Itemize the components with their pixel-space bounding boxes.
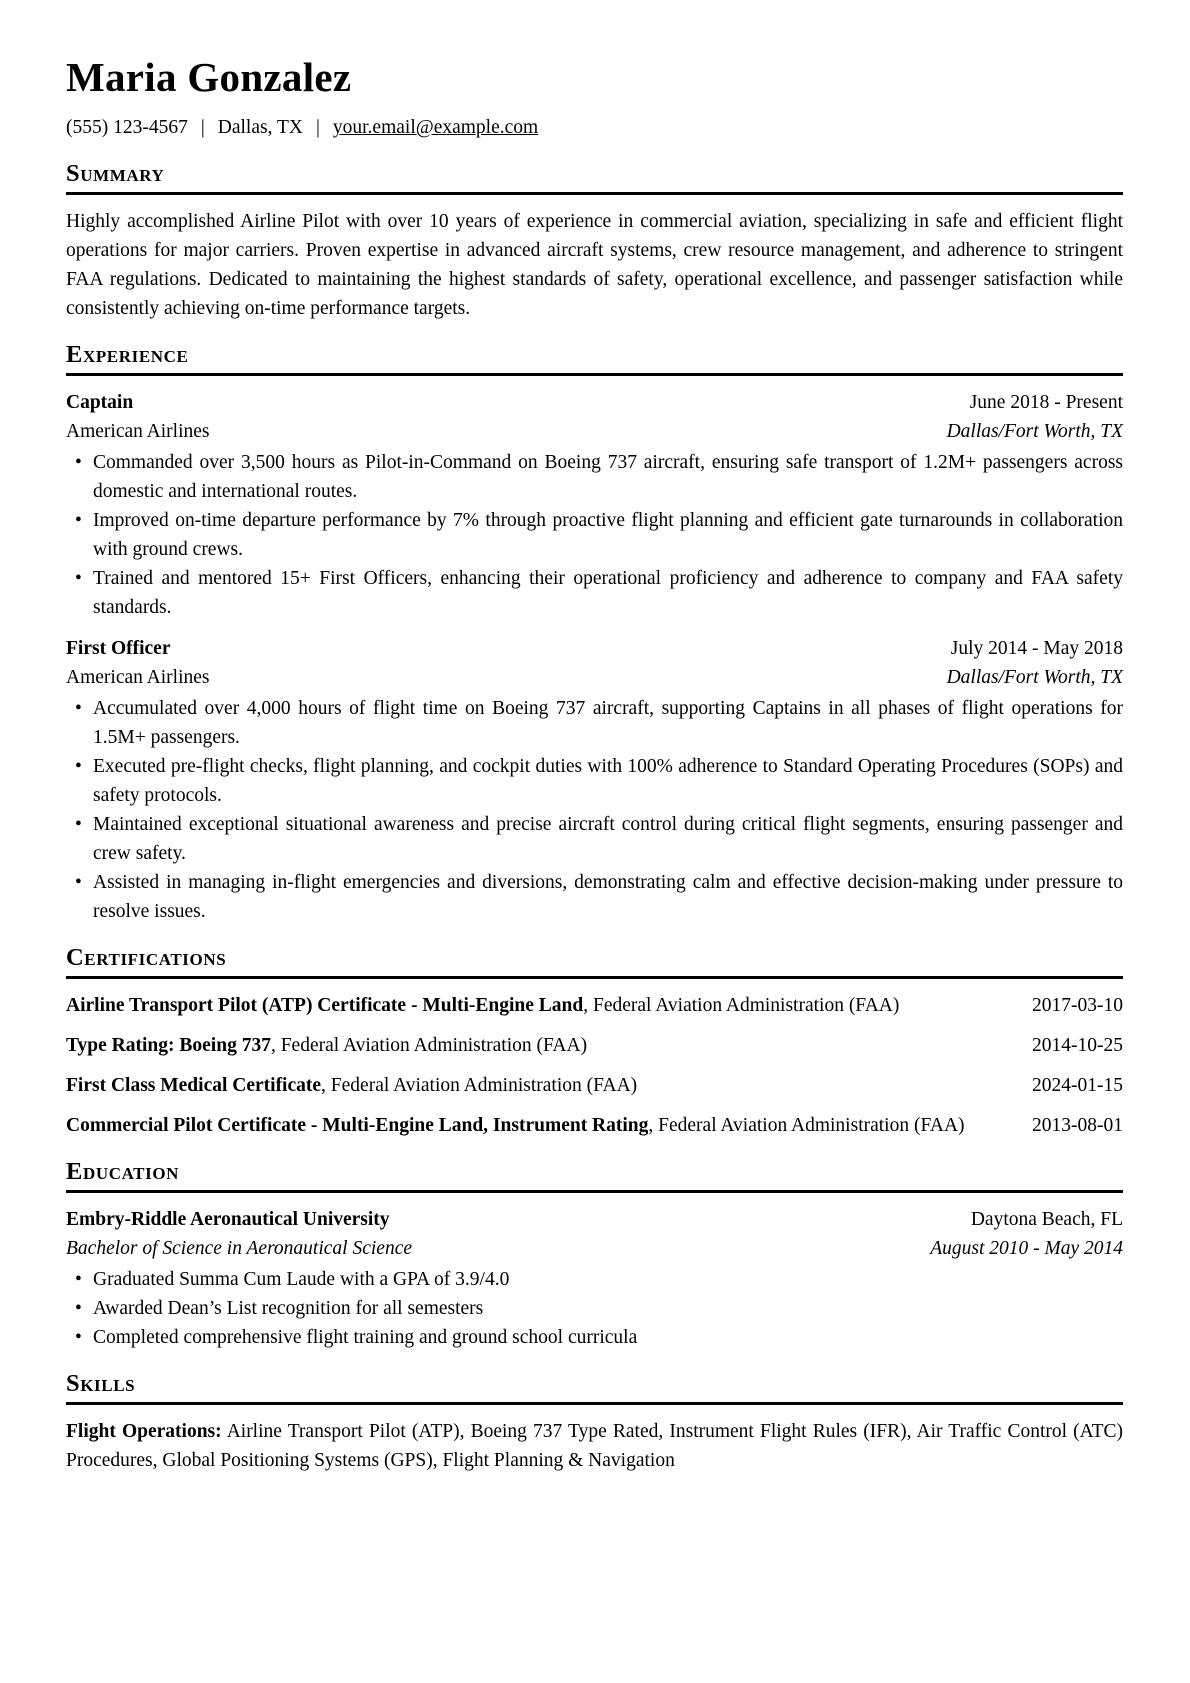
section-title-summary: Summary [66, 160, 1123, 195]
cert-entry [66, 991, 1123, 1020]
bullet-list [66, 448, 1123, 622]
job-dates: July 2014 - May 2018 [950, 638, 1123, 660]
cert-date: 2024-01-15 [1032, 1075, 1123, 1097]
location-text: Dallas, TX [217, 117, 303, 139]
cert-issuer: , Federal Aviation Administration (FAA) [648, 1115, 965, 1137]
bullet-list [66, 1265, 1123, 1352]
degree: Bachelor of Science in Aeronautical Science [66, 1238, 413, 1260]
job-location: Dallas/Fort Worth, TX [946, 667, 1123, 689]
education-entry [66, 1205, 1123, 1352]
job-dates: June 2018 - Present [969, 392, 1123, 414]
job-entry [66, 388, 1123, 622]
bullet-item: • Accumulated over 4,000 hours of flight time on Boeing 737 aircraft, supporting Captains in all phases of flight operations for 1.5M+ passengers. [66, 694, 1123, 752]
contact-line [66, 113, 1123, 142]
skills-list: Airline Transport Pilot (ATP), Boeing 737 Type Rated, Instrument Flight Rules (IFR), Air Traffic Control (ATC) Procedures, Global Positioning Systems (GPS), Flight Planning & Navigation [66, 1421, 1123, 1472]
education-header-row [66, 1205, 1123, 1234]
skills-category-label: Flight Operations: [66, 1421, 222, 1443]
section-title-certifications: Certifications [66, 944, 1123, 979]
bullet-item: • Maintained exceptional situational awareness and precise aircraft control during critical flight segments, ensuring passenger and crew safety. [66, 810, 1123, 868]
section-title-experience: Experience [66, 341, 1123, 376]
job-subheader-row [66, 417, 1123, 446]
bullet-item: • Graduated Summa Cum Laude with a GPA of 3.9/4.0 [66, 1265, 1123, 1294]
cert-issuer: , Federal Aviation Administration (FAA) [270, 1035, 588, 1057]
bullet-item: • Commanded over 3,500 hours as Pilot-in-Command on Boeing 737 aircraft, ensuring safe transport of 1.2M+ passengers across domestic and international routes. [66, 448, 1123, 506]
cert-date: 2014-10-25 [1032, 1035, 1123, 1057]
bullet-list [66, 694, 1123, 926]
cert-issuer: , Federal Aviation Administration (FAA) [583, 995, 900, 1017]
school-name: Embry-Riddle Aeronautical University [66, 1209, 390, 1231]
email-link[interactable]: your.email@example.com [332, 117, 539, 139]
cert-name: First Class Medical Certificate [66, 1075, 322, 1097]
candidate-name: Maria Gonzalez [66, 54, 352, 100]
section-title-skills: Skills [66, 1370, 1123, 1405]
cert-name: Airline Transport Pilot (ATP) Certificate - Multi-Engine Land [66, 995, 584, 1017]
job-location: Dallas/Fort Worth, TX [946, 421, 1123, 443]
skills-line [66, 1417, 1123, 1475]
bullet-item: • Improved on-time departure performance by 7% through proactive flight planning and efficient gate turnarounds in collaboration with ground crews. [66, 506, 1123, 564]
section-title-education: Education [66, 1158, 1123, 1193]
school-location: Daytona Beach, FL [970, 1209, 1123, 1231]
cert-entry [66, 1071, 1123, 1100]
company-name: American Airlines [66, 667, 210, 689]
cert-issuer: , Federal Aviation Administration (FAA) [321, 1075, 638, 1097]
company-name: American Airlines [66, 421, 210, 443]
cert-entry [66, 1031, 1123, 1060]
job-subheader-row [66, 663, 1123, 692]
summary-text: Highly accomplished Airline Pilot with over 10 years of experience in commercial aviation, specializing in safe and efficient flight operations for major carriers. Proven expertise in advanced aircraft systems, crew resource management, and adherence to stringent FAA regulations. Dedicated to maintaining the highest standards of safety, operational excellence, and passenger satisfaction while consistently achieving on-time performance targets. [66, 211, 1123, 320]
cert-date: 2013-08-01 [1032, 1115, 1123, 1137]
job-entry [66, 634, 1123, 926]
job-header-row [66, 634, 1123, 663]
cert-date: 2017-03-10 [1032, 995, 1123, 1017]
separator: | [315, 117, 320, 139]
cert-name: Commercial Pilot Certificate - Multi-Engine Land, Instrument Rating [66, 1115, 649, 1137]
separator: | [200, 117, 205, 139]
bullet-item: • Executed pre-flight checks, flight planning, and cockpit duties with 100% adherence to Standard Operating Procedures (SOPs) and safety protocols. [66, 752, 1123, 810]
education-dates: August 2010 - May 2014 [930, 1238, 1123, 1260]
bullet-item: • Assisted in managing in-flight emergencies and diversions, demonstrating calm and effective decision-making under pressure to resolve issues. [66, 868, 1123, 926]
job-header-row [66, 388, 1123, 417]
education-subheader-row [66, 1234, 1123, 1263]
job-role: Captain [66, 392, 134, 414]
phone-number: (555) 123-4567 [66, 117, 188, 139]
bullet-item: • Awarded Dean’s List recognition for all semesters [66, 1294, 1123, 1323]
cert-entry [66, 1111, 1123, 1140]
bullet-item: • Completed comprehensive flight training and ground school curricula [66, 1323, 1123, 1352]
bullet-item: • Trained and mentored 15+ First Officers, enhancing their operational proficiency and adherence to company and FAA safety standards. [66, 564, 1123, 622]
cert-name: Type Rating: Boeing 737 [66, 1035, 271, 1057]
job-role: First Officer [66, 638, 171, 660]
